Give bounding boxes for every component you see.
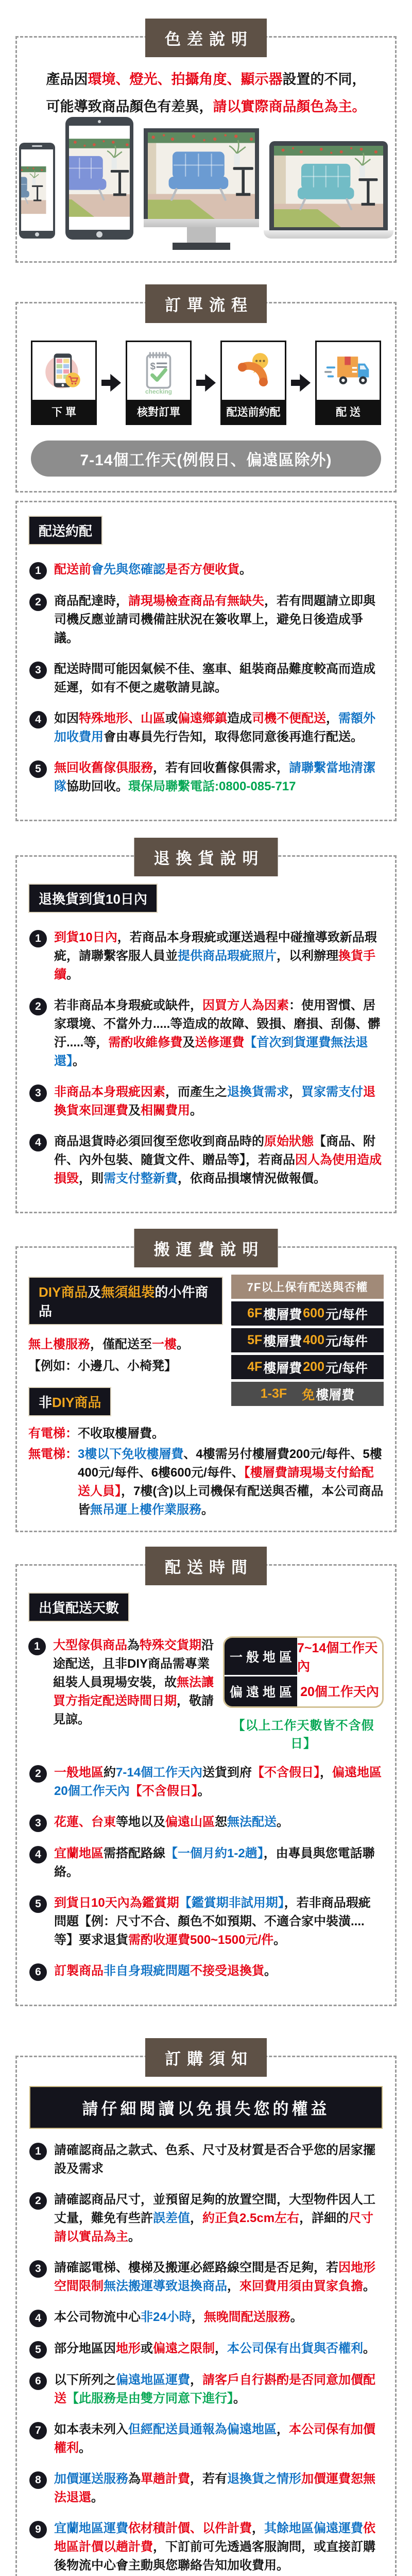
list-item bbox=[29, 2141, 383, 2178]
section-title-text: 退換貨說明 bbox=[153, 850, 265, 868]
checking-text: checking bbox=[145, 388, 173, 396]
elevator-lead: 有電梯： bbox=[28, 1427, 78, 1441]
list-item bbox=[29, 592, 383, 648]
floor-fee-row: 6F 樓層費 600 元/每件 bbox=[231, 1301, 384, 1326]
item-number-badge: 4 bbox=[29, 1846, 47, 1863]
item-number-badge: 1 bbox=[29, 562, 47, 580]
item-number-badge: 4 bbox=[29, 711, 47, 728]
color-note-line1: 產品因環境、燈光、拍攝角度、顯示器設置的不同， bbox=[46, 72, 366, 87]
item-text: 以下所列之偏遠地區運費，請客戶自行斟酌是否同意加價配送【此服務是由雙方同意下進行】。 bbox=[54, 2373, 375, 2406]
item-number-badge: 5 bbox=[29, 2341, 47, 2359]
color-difference-box bbox=[15, 36, 397, 263]
item-text: 部分地區因地形或偏遠之限制，本公司保有出貨與否權利。 bbox=[54, 2342, 375, 2356]
section-delivery-time bbox=[15, 1558, 397, 2006]
returns-items bbox=[28, 928, 384, 1188]
monitor-chin bbox=[144, 219, 259, 227]
list-item bbox=[29, 561, 383, 580]
item-text: 如本表未列入但經配送員通報為偏遠地區，本公司保有加價權利。 bbox=[54, 2422, 375, 2455]
area-cell: 一般地區 bbox=[225, 1638, 297, 1675]
shipping-days-label: 出貨配送天數 bbox=[28, 1592, 129, 1622]
list-item bbox=[29, 1083, 383, 1120]
list-item bbox=[29, 1132, 383, 1188]
step-pre-delivery-call bbox=[220, 341, 286, 425]
item-text: 若非商品本身瑕疵或缺件，因買方人為因素：使用習慣、居家環境、不當外力.....等造成的故障、毀損、磨損、刮傷、髒汙.....等，需酌收維修費及送修運費【首次到貨運費無法退還】。 bbox=[54, 998, 381, 1069]
floor-fee-row: 4F 樓層費 200 元/每件 bbox=[231, 1355, 384, 1379]
item-number-badge: 1 bbox=[28, 1638, 46, 1655]
item-text: 一般地區約7-14個工作天內送貨到府【不含假日】，偏遠地區20個工作天內【不含假日】。 bbox=[54, 1766, 382, 1799]
no-elevator-note bbox=[28, 1445, 384, 1519]
section-title-text: 色差說明 bbox=[165, 30, 253, 48]
step-place-order bbox=[31, 341, 97, 425]
days-cell: 7~14個工作天內 bbox=[297, 1641, 378, 1674]
item-text: 非商品本身瑕疵因素，而產生之退換貨需求，買家需支付退換貨來回運費及相關費用。 bbox=[54, 1085, 375, 1118]
days-cell: 20個工作天內 bbox=[300, 1684, 379, 1699]
tablet-camera bbox=[98, 120, 101, 123]
item-text: 花蓮、台東等地以及偏遠山區恕無法配送。 bbox=[54, 1815, 289, 1829]
returns-box bbox=[15, 855, 397, 1213]
item-text: 請確認電梯、樓梯及搬運必經路線空間是否足夠，若因地形空間限制無法搬運導致退換商品，來回費用須由買家負擔。 bbox=[54, 2261, 375, 2294]
item-number-badge: 2 bbox=[29, 1765, 47, 1783]
section-title-text: 訂購須知 bbox=[165, 2050, 253, 2069]
phone-home-button bbox=[35, 232, 39, 236]
sofa-photo-phone bbox=[21, 149, 53, 231]
section-delivery-appointment bbox=[15, 501, 397, 821]
arrow-right-icon bbox=[101, 372, 121, 393]
purchase-notice-items bbox=[28, 2141, 384, 2575]
item-number-badge: 3 bbox=[29, 662, 47, 679]
arrow-right-icon bbox=[291, 372, 311, 393]
list-item bbox=[29, 2308, 383, 2327]
sofa-photo-monitor bbox=[148, 132, 255, 219]
item-text: 請確認商品尺寸，並預留足夠的放置空間，大型物件因人工丈量，難免有些許誤差值，約正負2.5cm左右，詳細的尺寸請以實品為主。 bbox=[54, 2193, 375, 2244]
section-title-delivery-time bbox=[145, 1547, 267, 1585]
item-number-badge: 5 bbox=[29, 760, 47, 778]
section-title-returns bbox=[134, 838, 278, 876]
arrow-right-icon bbox=[196, 372, 216, 393]
table-row bbox=[225, 1638, 382, 1675]
step-verify-order bbox=[126, 341, 192, 425]
delivery-appointment-box bbox=[15, 501, 397, 821]
section-moving-fee bbox=[15, 1241, 397, 1532]
list-item bbox=[29, 1813, 383, 1832]
item-text: 商品退貨時必須回復至您收到商品時的原始狀態【商品、附件、內外包裝、隨貨文件、贈品等】，若商品因人為使用造成損毀，則需支付整新費，依商品損壞情況做報價。 bbox=[54, 1134, 382, 1186]
list-item bbox=[29, 2191, 383, 2246]
list-item bbox=[29, 2470, 383, 2507]
item-text: 到貨10日內，若商品本身瑕疵或運送過程中碰撞導致新品瑕疵，請聯繫客服人員並提供商品瑕疵照片，以利辦理換貨手續。 bbox=[54, 930, 377, 982]
delivery-days-table bbox=[223, 1636, 384, 1708]
item-number-badge: 6 bbox=[29, 2372, 47, 2390]
section-title-text: 配送時間 bbox=[165, 1558, 253, 1577]
list-item bbox=[29, 2420, 383, 2458]
device-comparison bbox=[28, 125, 384, 250]
list-item bbox=[29, 2259, 383, 2296]
tablet-home-button bbox=[96, 231, 102, 238]
section-order-flow bbox=[15, 296, 397, 493]
no-upstairs-note: 無上樓服務，僅配送至一樓。 bbox=[28, 1337, 189, 1352]
no-elevator-lead: 無電梯： bbox=[28, 1447, 78, 1462]
item-number-badge: 3 bbox=[29, 1815, 47, 1832]
area-cell: 偏遠地區 bbox=[225, 1675, 297, 1706]
diy-products-label: DIY商品及無須組裝的小件商品 bbox=[28, 1277, 223, 1325]
phone-call-icon bbox=[230, 347, 277, 395]
elevator-note bbox=[28, 1425, 384, 1443]
item-number-badge: 2 bbox=[29, 998, 47, 1015]
list-item bbox=[29, 709, 383, 747]
delivery-time-items bbox=[28, 1764, 384, 1981]
item-text: 訂製商品非自身瑕疵問題不接受退換貨。 bbox=[54, 1964, 277, 1978]
sofa-photo-tablet bbox=[69, 126, 130, 230]
desktop-monitor-icon bbox=[144, 128, 259, 250]
delivery-days-panel bbox=[223, 1636, 384, 1751]
monitor-base bbox=[173, 243, 230, 250]
floor-fee-table bbox=[231, 1275, 384, 1419]
order-flow-box bbox=[15, 302, 397, 493]
item-number-badge: 7 bbox=[29, 2422, 47, 2439]
item-number-badge: 3 bbox=[29, 1084, 47, 1102]
read-carefully-banner: 請仔細閱讀以免損失您的權益 bbox=[29, 2086, 383, 2129]
step-label: 下 單 bbox=[32, 400, 95, 423]
svg-text:$: $ bbox=[150, 361, 156, 372]
floor-fee-row: 5F 樓層費 400 元/每件 bbox=[231, 1328, 384, 1352]
delivery-appointment-label: 配送約配 bbox=[28, 516, 102, 545]
list-item bbox=[29, 996, 383, 1071]
step-label: 核對訂單 bbox=[127, 400, 190, 423]
table-row bbox=[225, 1675, 382, 1706]
item-number-badge: 2 bbox=[29, 2192, 47, 2210]
item-text: 到貨日10天內為鑑賞期【鑑賞期非試用期】，若非商品瑕疵問題【例：尺寸不合、顏色不如預期、不適合家中裝潢....等】要求退貨需酌收運費500~1500元/件。 bbox=[54, 1896, 371, 1947]
item-text: 本公司物流中心非24小時，無晚間配送服務。 bbox=[54, 2310, 303, 2325]
section-title-color-difference bbox=[145, 19, 267, 57]
item-number-badge: 9 bbox=[29, 2521, 47, 2538]
item-number-badge: 8 bbox=[29, 2471, 47, 2489]
section-title-order-flow bbox=[145, 284, 267, 323]
item-number-badge: 1 bbox=[29, 930, 47, 947]
item-number-badge: 2 bbox=[29, 594, 47, 611]
list-item bbox=[29, 2519, 383, 2575]
monitor-stand bbox=[187, 227, 216, 243]
step-label: 配送前約配 bbox=[222, 400, 285, 423]
phone-speaker bbox=[32, 145, 42, 147]
purchase-notice-box bbox=[15, 2056, 397, 2576]
laptop-icon bbox=[269, 141, 393, 239]
item-number-badge: 5 bbox=[29, 1895, 47, 1913]
list-item bbox=[29, 1894, 383, 1950]
floor-fee-row: 7F以上保有配送與否權 bbox=[231, 1275, 384, 1299]
delivery-time-box bbox=[15, 1564, 397, 2006]
item-text: 配送時間可能因氣候不佳、塞車、組裝商品難度較高而造成延遲，如有不便之處敬請見諒。 bbox=[54, 662, 375, 695]
section-purchase-notice bbox=[15, 2050, 397, 2576]
truck-icon bbox=[323, 349, 373, 393]
item-text: 配送前會先與您確認是否方便收貨。 bbox=[54, 563, 252, 577]
order-flow-steps bbox=[28, 341, 384, 425]
delivery-time-item-1 bbox=[28, 1636, 384, 1751]
sofa-photo-laptop bbox=[274, 146, 383, 227]
item-number-badge: 6 bbox=[29, 1963, 47, 1981]
color-note-line2: 可能導致商品顏色有差異，請以實際商品顏色為主。 bbox=[46, 99, 366, 115]
step-label: 配 送 bbox=[317, 400, 380, 423]
step-delivery bbox=[315, 341, 381, 425]
item-text: 宜蘭地區運費依材積計價、以件計費，其餘地區偏遠運費依地區計價以趟計費，下訂前可先透過客服詢問，或直接訂購後物流中心會主動與您聯絡告知加收費用。 bbox=[54, 2521, 375, 2573]
section-title-moving-fee bbox=[134, 1229, 278, 1267]
item-text: 加價運送服務為單趟計費，若有退換貨之情形加價運費恕無法退還。 bbox=[54, 2472, 375, 2505]
item-number-badge: 3 bbox=[29, 2260, 47, 2278]
item-text: 宜蘭地區需搭配路線【一個月約1-2趟】，由專員與您電話聯絡。 bbox=[54, 1846, 375, 1879]
item-text: 請確認商品之款式、色系、尺寸及材質是否合乎您的居家擺設及需求 bbox=[54, 2143, 375, 2176]
returns-window-label: 退換貨到貨10日內 bbox=[28, 884, 158, 913]
list-item bbox=[29, 928, 383, 984]
item-text: 大型傢俱商品為特殊交貨期沿途配送，且非DIY商品需專業組裝人員現場安裝，故無法讓買方指定配送時間日期，敬請見諒。 bbox=[53, 1638, 214, 1727]
moving-fee-left-column bbox=[28, 1275, 223, 1419]
elevator-body: 不收取樓層費。 bbox=[78, 1427, 164, 1441]
tablet-icon bbox=[65, 117, 133, 250]
item-text: 商品配達時，請現場檢查商品有無缺失，若有問題請立即與司機反應並請司機備註狀況在簽收單上，避免日後造成爭議。 bbox=[54, 594, 375, 646]
laptop-deck bbox=[264, 230, 393, 239]
phone-cart-icon bbox=[40, 347, 88, 395]
workdays-note: 【以上工作天數皆不含假日】 bbox=[232, 1719, 374, 1751]
list-item bbox=[29, 1764, 383, 1801]
lead-time-pill: 7-14個工作天(例假日、偏遠區除外) bbox=[31, 440, 381, 477]
list-item bbox=[29, 660, 383, 697]
diy-example-note: 【例如：小邊几、小椅凳】 bbox=[28, 1359, 177, 1374]
item-number-badge: 4 bbox=[29, 1134, 47, 1151]
section-title-text: 搬運費說明 bbox=[153, 1241, 265, 1259]
item-text: 如因特殊地形、山區或偏遠鄉鎮造成司機不便配送，需額外加收費用會由專員先行告知，取得您同意後再進行配送。 bbox=[54, 711, 375, 744]
item-number-badge: 4 bbox=[29, 2310, 47, 2327]
list-item bbox=[29, 759, 383, 796]
section-color-difference bbox=[15, 30, 397, 263]
mobile-phone-icon bbox=[19, 143, 55, 250]
no-elevator-body: 3樓以下免收樓層費、4樓需另付樓層費200元/每件、5樓400元/每件、6樓600元/每件、【樓層費請現場支付給配送人員】，7樓(含)以上司機保有配送與否權，本公司商品皆無吊運上樓作業服務。 bbox=[78, 1447, 384, 1517]
item-text: 無回收舊傢俱服務，若有回收舊傢俱需求，請聯繫當地清潔隊協助回收。環保局聯繫電話:0800-085-717 bbox=[54, 761, 375, 794]
section-title-text: 訂單流程 bbox=[165, 296, 253, 315]
floor-fee-row: 1-3F 免 樓層費 bbox=[231, 1382, 384, 1406]
item-number-badge: 1 bbox=[29, 2143, 47, 2160]
list-item bbox=[29, 1962, 383, 1981]
list-item bbox=[29, 2340, 383, 2359]
section-title-purchase-notice bbox=[145, 2038, 267, 2077]
moving-fee-box bbox=[15, 1246, 397, 1532]
list-item bbox=[29, 2371, 383, 2408]
list-item bbox=[29, 1844, 383, 1882]
section-returns bbox=[15, 850, 397, 1213]
non-diy-products-label: 非DIY商品 bbox=[28, 1387, 111, 1416]
delivery-appointment-items bbox=[28, 561, 384, 796]
